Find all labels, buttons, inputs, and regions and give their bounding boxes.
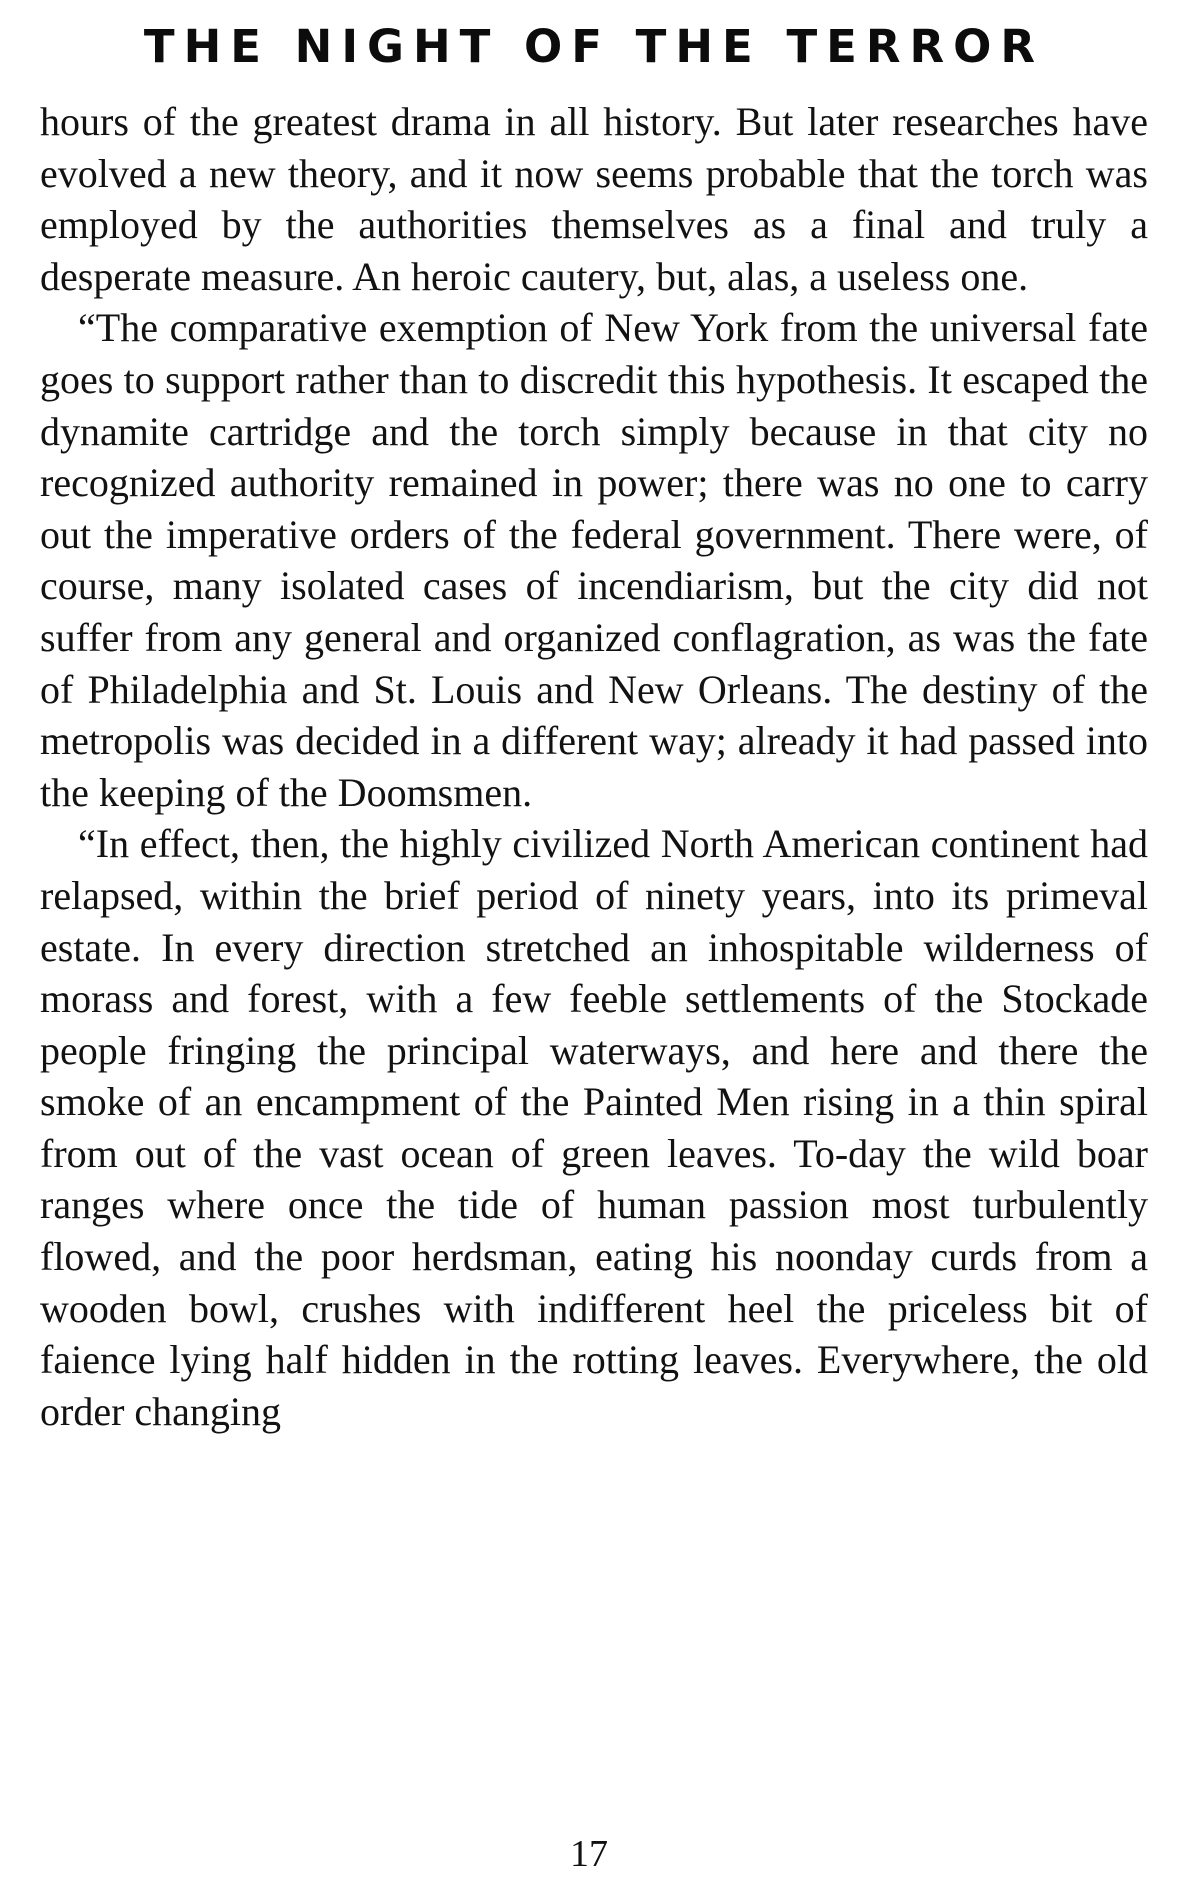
page-number: 17: [570, 1833, 608, 1875]
paragraph: “In effect, then, the highly civilized North American continent had relapsed, within the brief period of ninety years, into its primeval estate. In every direction stretched an inhospitable wilderness of morass and forest, with a few feeble settlements of the Stockade people fringing the principal waterways, and here and there the smoke of an encampment of the Painted Men rising in a thin spiral from out of the vast ocean of green leaves. To-day the wild boar ranges where once the tide of human passion most turbulently flowed, and the poor herdsman, eating his noonday curds from a wooden bowl, crushes with indifferent heel the priceless bit of faience lying half hidden in the rotting leaves. Everywhere, the old order changing: [40, 821, 1148, 1434]
paragraph: “The comparative exemption of New York from the universal fate goes to support rather than to discredit this hypothesis. It escaped the dynamite cartridge and the torch simply because in that city no recognized authority remained in power; there was no one to carry out the imperative orders of the federal government. There were, of course, many isolated cases of incendiarism, but the city did not suffer from any general and organized conflagration, as was the fate of Philadelphia and St. Louis and New Orleans. The destiny of the metropolis was decided in a different way; already it had passed into the keeping of the Doomsmen.: [40, 305, 1148, 815]
paragraph-continued: hours of the greatest drama in all history. But later researches have evolved a new theory, and it now seems probable that the torch was employed by the authorities themselves as a final and truly a desperate measure. An heroic cautery, but, alas, a useless one.: [40, 99, 1148, 299]
body-text: [40, 96, 1148, 1437]
running-head: THE NIGHT OF THE TERROR: [143, 20, 1045, 73]
